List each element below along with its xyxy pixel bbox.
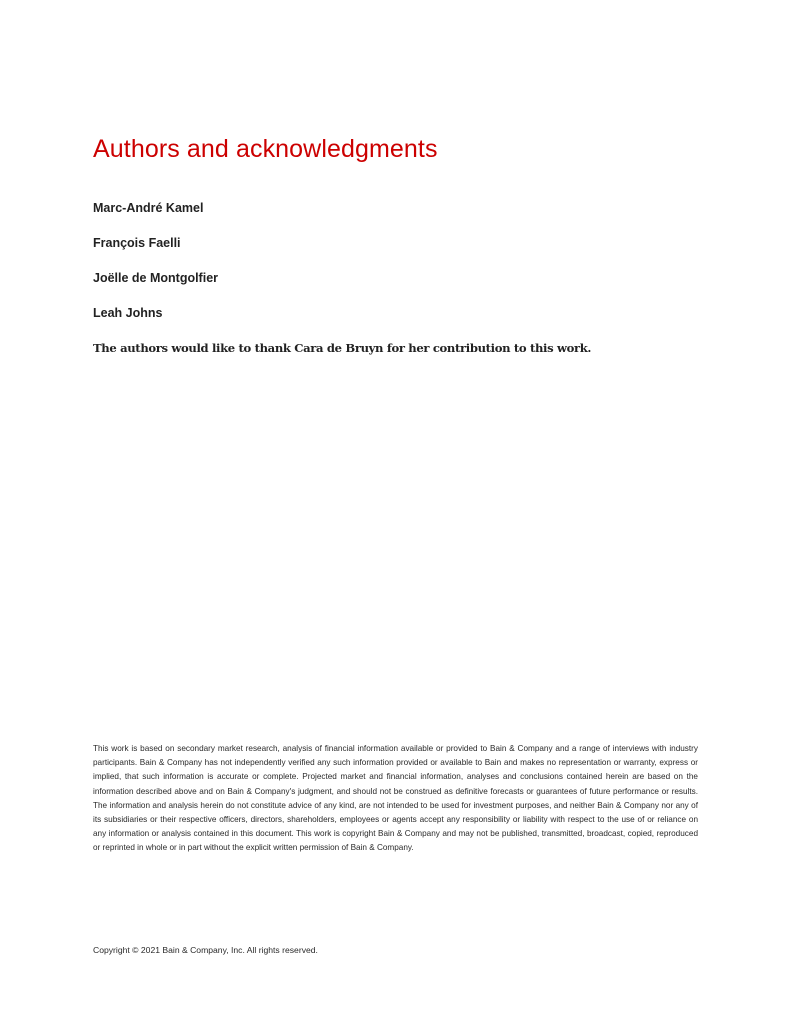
page-title: Authors and acknowledgments — [93, 135, 438, 163]
author-name: Leah Johns — [93, 306, 163, 320]
acknowledgment-text: The authors would like to thank Cara de Bruyn for her contribution to this work. — [93, 341, 592, 355]
author-name: Joëlle de Montgolfier — [93, 271, 219, 285]
author-name: François Faelli — [93, 236, 181, 250]
disclaimer-text: This work is based on secondary market research, analysis of financial information available or provided to Bain & Company and a range of interviews with industry participants. Bain & Company has not independently verified any such information provided or available to Bain and makes no representation or warranty, express or implied, that such information is accurate or complete. Projected market and financial information, analyses and conclusions contained herein are based on the information described above and on Bain & Company's judgment, and should not be construed as definitive forecasts or guarantees of future performance or results. The information and analysis herein do not constitute advice of any kind, are not intended to be used for investment purposes, and neither Bain & Company nor any of its subsidiaries or their respective officers, directors, shareholders, employees or agents accept any responsibility or liability with respect to the use of or reliance on any information or analysis contained in this document. This work is copyright Bain & Company and may not be published, transmitted, broadcast, copied, reproduced or reprinted in whole or in part without the explicit written permission of Bain & Company. — [93, 744, 698, 853]
author-name: Marc-André Kamel — [93, 201, 204, 215]
copyright-notice: Copyright © 2021 Bain & Company, Inc. All rights reserved. — [93, 945, 318, 955]
